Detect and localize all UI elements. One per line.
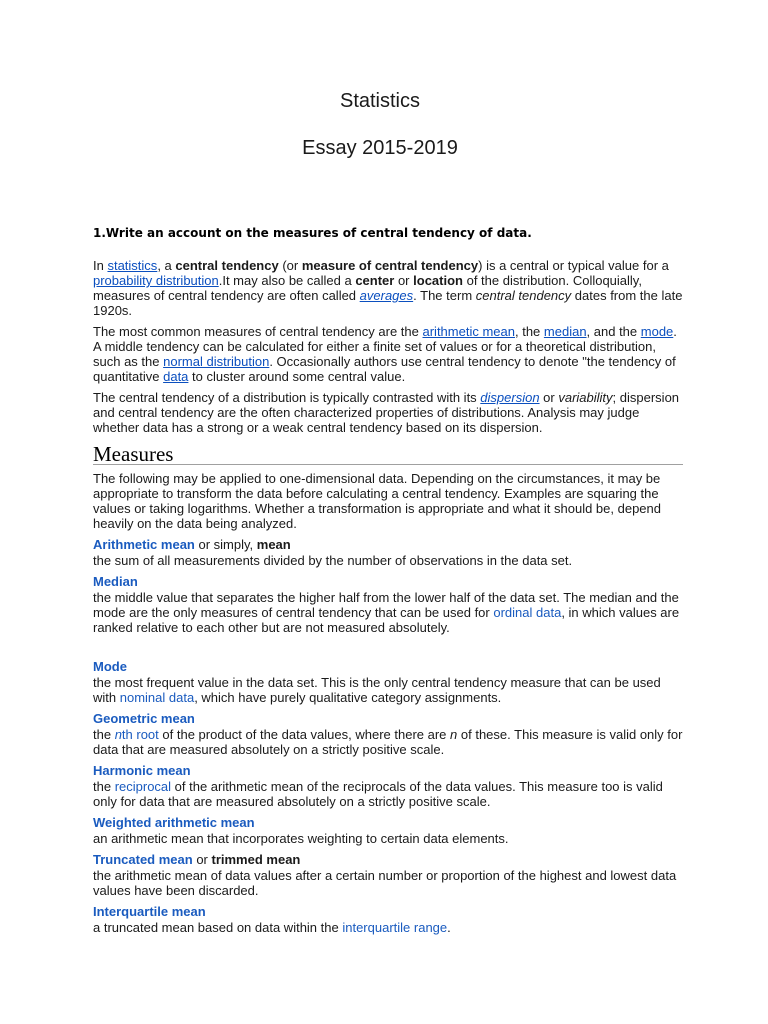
bold-term: mean <box>256 537 291 552</box>
italic-term: n <box>450 727 458 742</box>
text: , in which values are ranked relative to each other but are not measured absolutely. <box>93 605 680 635</box>
link-nominal-data[interactable]: nominal data <box>119 690 195 705</box>
text: the middle value that separates the higher half from the lower half of the data set. The median and the mode are the only measures of central tendency that can be used for <box>93 590 679 620</box>
text: The most common measures of central tendency are the <box>93 324 423 339</box>
link-dispersion[interactable]: dispersion <box>480 390 540 405</box>
text: dates from the late 1920s. <box>93 288 683 318</box>
term-interquartile-mean <box>93 904 683 919</box>
link-median[interactable]: median <box>543 324 587 339</box>
bold-term: location <box>413 273 463 288</box>
link-normal-distribution[interactable]: normal distribution <box>163 354 270 369</box>
intro-paragraph-3 <box>93 390 683 435</box>
term-label[interactable]: Geometric mean <box>93 711 195 726</box>
spacer <box>93 637 683 653</box>
term-label[interactable]: Weighted arithmetic mean <box>93 815 255 830</box>
text: the <box>93 779 115 794</box>
link-nth-root[interactable] <box>115 727 159 742</box>
link-averages[interactable]: averages <box>359 288 414 303</box>
text: In <box>93 258 108 273</box>
text: (or <box>278 258 302 273</box>
term-arithmetic-mean <box>93 537 683 552</box>
italic-term: central tendency <box>475 288 572 303</box>
bold-term: trimmed mean <box>211 852 301 867</box>
link-interquartile-range[interactable]: interquartile range <box>342 920 448 935</box>
term-label[interactable]: Mode <box>93 659 127 674</box>
text: of the distribution. Colloquially, measures of central tendency are often called <box>93 273 642 303</box>
bold-term: center <box>355 273 395 288</box>
term-mode <box>93 659 683 674</box>
text: , a <box>157 258 176 273</box>
italic-term: variability <box>558 390 613 405</box>
bold-term: central tendency <box>175 258 279 273</box>
term-geometric-mean <box>93 711 683 726</box>
def-median <box>93 590 683 635</box>
text: The central tendency of a distribution is typically contrasted with its <box>93 390 481 405</box>
text: th root <box>121 727 159 742</box>
term-label[interactable]: Harmonic mean <box>93 763 191 778</box>
text: . Occasionally authors use central tendency to denote "the tendency of quantitative <box>93 354 676 384</box>
text: of the arithmetic mean of the reciprocals of the data values. This measure too is valid only for data that are measured absolutely on a strictly positive scale. <box>93 779 663 809</box>
term-label[interactable]: Median <box>93 574 138 589</box>
text: the most frequent value in the data set. This is the only central tendency measure that can be used with <box>93 675 661 705</box>
term-weighted-mean <box>93 815 683 830</box>
link-ordinal-data[interactable]: ordinal data <box>493 605 562 620</box>
def-arithmetic-mean: the sum of all measurements divided by the number of observations in the data set. <box>93 553 573 568</box>
term-label[interactable]: Arithmetic mean <box>93 537 195 552</box>
term-median <box>93 574 683 589</box>
text: of these. This measure is valid only for data that are measured absolutely on a strictly positive scale. <box>93 727 683 757</box>
text: . <box>447 920 451 935</box>
term-label[interactable]: Interquartile mean <box>93 904 206 919</box>
def-geometric-mean <box>93 727 683 757</box>
link-data[interactable]: data <box>163 369 189 384</box>
link-reciprocal[interactable]: reciprocal <box>114 779 172 794</box>
text: to cluster around some central value. <box>188 369 406 384</box>
text: . A middle tendency can be calculated for either a finite set of values or for a theoretical distribution, such as the <box>93 324 677 369</box>
document-body <box>93 226 683 937</box>
def-weighted-mean: an arithmetic mean that incorporates weighting to certain data elements. <box>93 831 509 846</box>
document-subtitle: Essay 2015-2019 <box>302 137 458 159</box>
intro-paragraph-2 <box>93 324 683 384</box>
def-truncated-mean: the arithmetic mean of data values after a certain number or proportion of the highest and lowest data values have been discarded. <box>93 868 677 898</box>
measures-intro: The following may be applied to one-dimensional data. Depending on the circumstances, it may be appropriate to transform the data before calculating a central tendency. Examples are squaring the values or taking logarithms. Whether a transformation is appropriate and what it should be, depend heavily on the data being analyzed. <box>93 471 661 531</box>
term-truncated-mean <box>93 852 683 867</box>
text: or <box>539 390 559 405</box>
def-interquartile-mean <box>93 920 683 935</box>
text: ) is a central or typical value for a <box>478 258 669 273</box>
text: , and the <box>586 324 641 339</box>
intro-paragraph-1 <box>93 258 683 318</box>
link-probability-distribution[interactable]: probability distribution <box>93 273 219 288</box>
link-mode[interactable]: mode <box>640 324 674 339</box>
text: , which have purely qualitative category assignments. <box>194 690 502 705</box>
term-label[interactable]: Truncated mean <box>93 852 193 867</box>
text: , the <box>514 324 544 339</box>
def-mode <box>93 675 683 705</box>
term-harmonic-mean <box>93 763 683 778</box>
italic-n: n <box>114 727 122 742</box>
measures-heading: Measures <box>93 447 683 465</box>
text: ; dispersion and central tendency are the often characterized properties of distributions. Analysis may judge whether data has a strong or a weak central tendency based on its dispersion. <box>93 390 680 435</box>
text: of the product of the data values, where there are <box>158 727 451 742</box>
text: or <box>192 852 212 867</box>
document-title: Statistics <box>339 90 421 112</box>
def-harmonic-mean <box>93 779 683 809</box>
bold-term: measure of central tendency <box>301 258 479 273</box>
text: a truncated mean based on data within the <box>93 920 343 935</box>
link-statistics[interactable]: statistics <box>107 258 158 273</box>
question-heading: 1.Write an account on the measures of central tendency of data. <box>93 226 532 240</box>
link-arithmetic-mean[interactable]: arithmetic mean <box>422 324 515 339</box>
text: .It may also be called a <box>218 273 356 288</box>
text: the <box>93 727 115 742</box>
text: or simply, <box>194 537 257 552</box>
text: . The term <box>413 288 476 303</box>
text: or <box>394 273 414 288</box>
